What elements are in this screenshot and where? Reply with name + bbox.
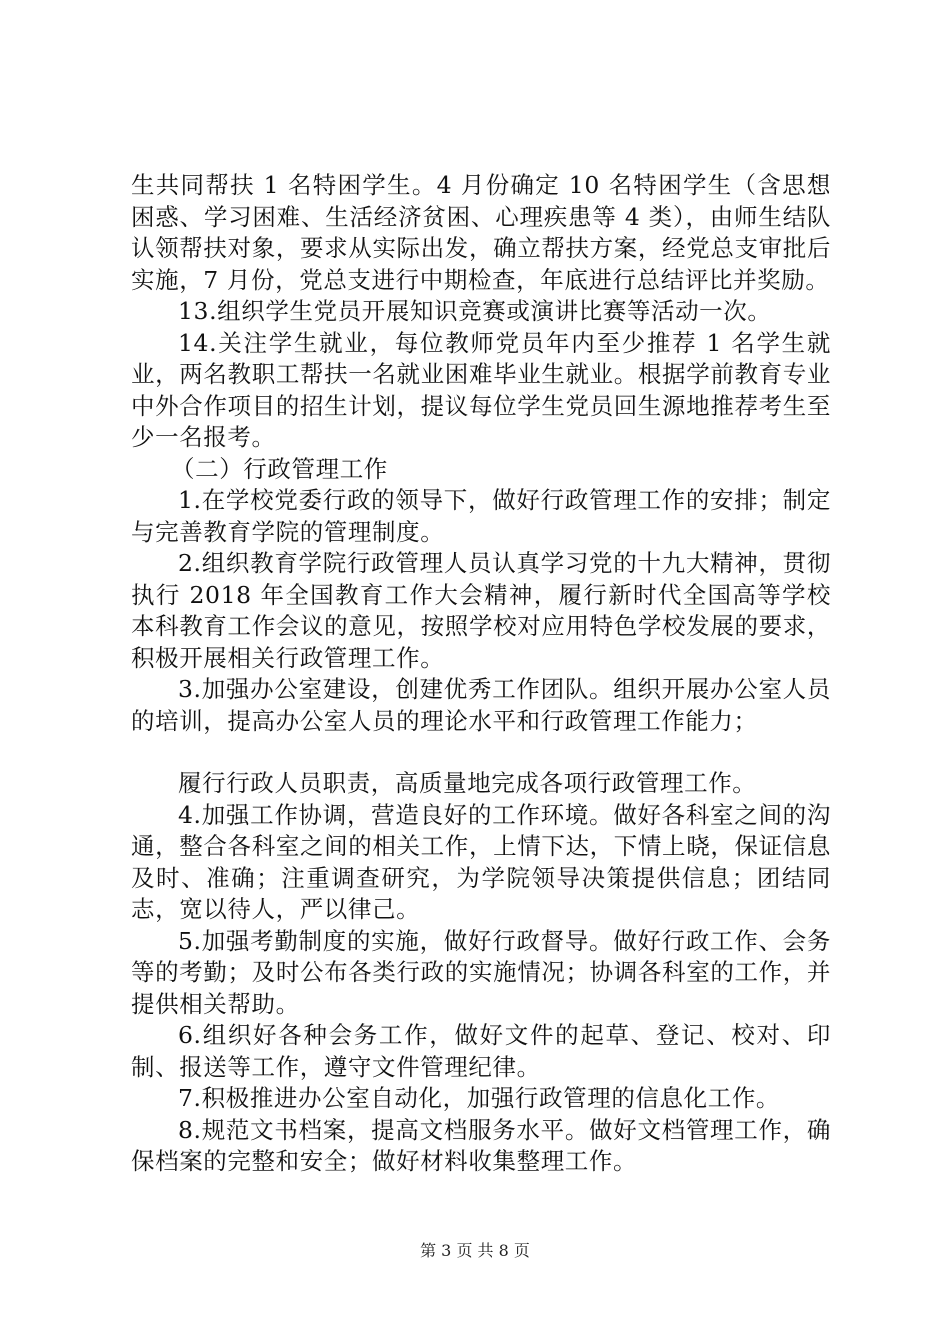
paragraph-admin-6: 6.组织好各种会务工作，做好文件的起草、登记、校对、印制、报送等工作，遵守文件管理纪律。 (131, 1021, 831, 1081)
document-body (131, 170, 831, 1178)
section-heading-admin: （二）行政管理工作 (171, 454, 388, 483)
paragraph-admin-5: 5.加强考勤制度的实施，做好行政督导。做好行政工作、会务等的考勤；及时公布各类行政的实施情况；协调各科室的工作，并提供相关帮助。 (131, 926, 831, 1018)
paragraph-admin-4: 4.加强工作协调，营造良好的工作环境。做好各科室之间的沟通，整合各科室之间的相关工作，上情下达，下情上晓，保证信息及时、准确；注重调查研究，为学院领导决策提供信息；团结同志，宽以待人，严以律己。 (131, 800, 831, 923)
paragraph-admin-3-continued: 履行行政人员职责，高质量地完成各项行政管理工作。 (178, 769, 757, 797)
page-number-footer: 第 3 页 共 8 页 (420, 1241, 530, 1260)
paragraph-item-14: 14.关注学生就业，每位教师党员年内至少推荐 1 名学生就业，两名教职工帮扶一名就业困难毕业生就业。根据学前教育专业中外合作项目的招生计划，提议每位学生党员回生源地推荐考生至少一名报考。 (131, 328, 831, 451)
paragraph-admin-2: 2.组织教育学院行政管理人员认真学习党的十九大精神，贯彻执行 2018 年全国教育工作大会精神，履行新时代全国高等学校本科教育工作会议的意见，按照学校对应用特色学校发展的要求，积极开展相关行政管理工作。 (131, 549, 831, 672)
paragraph-admin-3: 3.加强办公室建设，创建优秀工作团队。组织开展办公室人员的培训，提高办公室人员的理论水平和行政管理工作能力； (131, 675, 831, 735)
paragraph-gap (131, 737, 831, 768)
paragraph-continuation: 生共同帮扶 1 名特困学生。4 月份确定 10 名特困学生（含思想困惑、学习困难、生活经济贫困、心理疾患等 4 类），由师生结队认领帮扶对象，要求从实际出发，确立帮扶方案，经党总支审批后实施，7 月份，党总支进行中期检查，年底进行总结评比并奖励。 (131, 171, 831, 294)
paragraph-admin-1: 1.在学校党委行政的领导下，做好行政管理工作的安排；制定与完善教育学院的管理制度。 (131, 486, 831, 546)
paragraph-admin-7: 7.积极推进办公室自动化，加强行政管理的信息化工作。 (178, 1084, 781, 1112)
paragraph-admin-8: 8.规范文书档案，提高文档服务水平。做好文档管理工作，确保档案的完整和安全；做好材料收集整理工作。 (131, 1115, 831, 1175)
paragraph-item-13: 13.组织学生党员开展知识竞赛或演讲比赛等活动一次。 (178, 297, 772, 325)
